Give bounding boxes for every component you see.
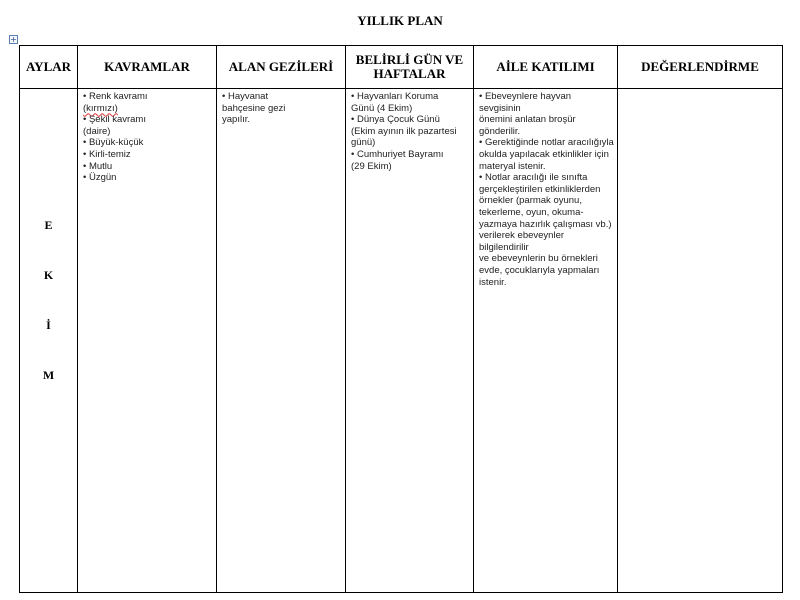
kavram-line: • Mutlu: [83, 160, 113, 172]
gun-line: • Cumhuriyet Bayramı: [351, 148, 444, 160]
alan-gezileri-cell: [217, 89, 346, 593]
aile-line: yazmaya hazırlık çalışması vb.): [479, 218, 612, 230]
kavram-line: • Üzgün: [83, 172, 117, 184]
gezi-line: yapılır.: [222, 114, 250, 126]
kavram-line: • Kirli-temiz: [83, 148, 131, 160]
gun-line: (29 Ekim): [351, 160, 392, 172]
header-aile-katilimi: AİLE KATILIMI: [474, 46, 618, 89]
gezi-line: bahçesine gezi: [222, 102, 286, 114]
aile-line: okulda yapılacak etkinlikler için: [479, 148, 609, 160]
kavramlar-cell: [78, 89, 217, 593]
header-alan-gezileri: ALAN GEZİLERİ: [217, 46, 346, 89]
aile-line: gönderilir.: [479, 125, 521, 137]
table-row: [20, 89, 783, 593]
header-aylar: AYLAR: [20, 46, 78, 89]
aile-line: tekerleme, oyun, okuma-: [479, 206, 584, 218]
month-label: [20, 218, 77, 383]
month-letter: K: [43, 268, 54, 282]
aile-line: ve ebeveynlerin bu örnekleri: [479, 253, 598, 265]
aile-line: önemini anlatan broşür: [479, 114, 576, 126]
aile-katilimi-cell: [474, 89, 618, 593]
kavram-line: (daire): [83, 125, 111, 137]
gun-line: (Ekim ayının ilk pazartesi: [351, 125, 457, 137]
degerlendirme-cell: [618, 89, 783, 593]
gun-line: • Hayvanları Koruma: [351, 91, 439, 102]
month-letter: E: [44, 218, 53, 232]
kavram-line: (kırmızı): [83, 102, 118, 114]
table-anchor-icon[interactable]: +: [10, 35, 17, 44]
kavram-line: • Şekil kavramı: [83, 114, 146, 126]
aile-line: istenir.: [479, 276, 507, 288]
header-belirli-gunler: BELİRLİ GÜN VE HAFTALAR: [346, 46, 474, 89]
aile-line: • Notlar aracılığı ile sınıfta: [479, 172, 588, 184]
month-cell: [20, 89, 78, 593]
aile-line: verilerek ebeveynler bilgilendirilir: [479, 230, 565, 253]
kavram-line: • Büyük-küçük: [83, 137, 144, 149]
aile-line: evde, çocuklarıyla yapmaları: [479, 264, 600, 276]
belirli-gunler-cell: [346, 89, 474, 593]
month-letter: İ: [46, 318, 51, 332]
plan-table: [19, 45, 783, 593]
aile-line: materyal istenir.: [479, 160, 546, 172]
aile-line: örnekler (parmak oyunu,: [479, 195, 582, 207]
gun-line: Günü (4 Ekim): [351, 102, 413, 114]
gezi-line: • Hayvanat: [222, 91, 269, 102]
gun-line: • Dünya Çocuk Günü: [351, 114, 440, 126]
aile-line: • Ebeveynlere hayvan sevgisinin: [479, 91, 572, 114]
month-letter: M: [42, 368, 55, 382]
header-kavramlar: KAVRAMLAR: [78, 46, 217, 89]
gun-line: günü): [351, 137, 376, 149]
header-degerlendirme: DEĞERLENDİRME: [618, 46, 783, 89]
aile-line: gerçekleştirilen etkinliklerden: [479, 183, 601, 195]
header-row: [20, 46, 783, 89]
page-title: YILLIK PLAN: [357, 13, 443, 28]
kavram-line: • Renk kavramı: [83, 91, 148, 102]
aile-line: • Gerektiğinde notlar aracılığıyla: [479, 137, 614, 149]
